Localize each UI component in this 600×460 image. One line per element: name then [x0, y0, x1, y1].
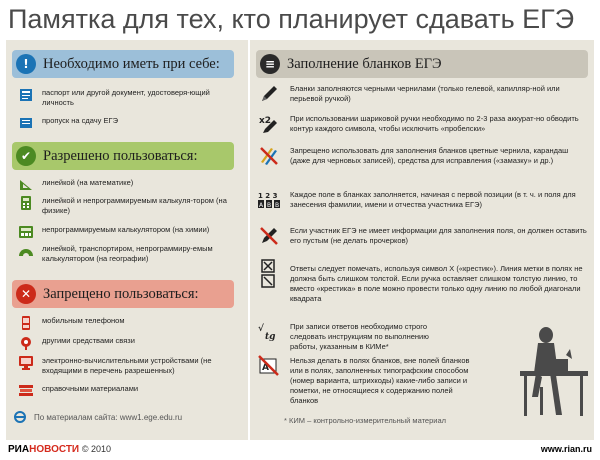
svg-text:B: B: [267, 202, 272, 209]
list-item: пропуск на сдачу ЕГЭ: [18, 116, 238, 130]
svg-text:A: A: [262, 363, 269, 373]
copyright: © 2010: [81, 444, 112, 454]
list-item: Запрещено использовать для заполнения бланков цветные чернила, карандаш (даже для черновых записей), средства для исправления («замазку» и др.): [258, 146, 588, 166]
pass-icon: [18, 116, 34, 130]
svg-text:tg: tg: [265, 332, 276, 342]
no-scribble-icon: [258, 356, 280, 376]
list-item: другими средствами связи: [18, 336, 238, 350]
list-item: линейкой и непрограммируемым калькуля-тором (на физике): [18, 196, 238, 216]
left-panel: [6, 40, 248, 440]
page-title: Памятка для тех, кто планирует сдавать ЕГЭ: [8, 4, 575, 34]
formula-icon: [258, 322, 280, 342]
pencils-icon: [258, 146, 280, 166]
list-item: x2 При использовании шариковой ручки необходимо по 2-3 раза аккурат-но обводить контур каждого символа, чтобы исключить «пробелски»: [259, 114, 579, 133]
calculator-icon: [18, 225, 34, 239]
list-item: справочными материалами: [18, 384, 238, 398]
forms-heading-label: Заполнение бланков ЕГЭ: [287, 55, 442, 72]
list-item: паспорт или другой документ, удостоверя-ющий личность: [18, 88, 238, 108]
need-heading-label: Необходимо иметь при себе:: [43, 55, 220, 72]
footnote: * КИМ – контрольно-измерительный материал: [284, 416, 447, 425]
allowed-heading-label: Разрешено пользоваться:: [43, 147, 198, 164]
list-item: A Нельзя делать в полях бланков, вне полей бланков или в полях, заполненных типографским способом (номер варианта, штрихкоды) какие-либо записи и пометки, не относящиеся к содержанию полей бланков: [258, 356, 472, 406]
protractor-icon: [18, 244, 34, 258]
books-icon: [18, 384, 34, 398]
list-item: Бланки заполняются черными чернилами (только гелевой, капилляр-ной или перьевой ручкой): [258, 84, 588, 104]
brand-logo: РИАНОВОСТИ © 2010: [8, 444, 112, 455]
calculator-icon: [18, 196, 34, 210]
forms-heading: [256, 50, 588, 78]
no-write-icon: [258, 226, 280, 246]
svg-text:x2: x2: [259, 116, 272, 126]
cross-icon: ✕: [16, 284, 36, 304]
student-illustration: [510, 325, 590, 425]
checkmark-icon: ✔: [16, 146, 36, 166]
site-link[interactable]: www.rian.ru: [540, 444, 592, 454]
internet-explorer-icon: [12, 410, 28, 424]
x2-icon: [258, 114, 280, 134]
list-item: Если участник ЕГЭ не имеет информации для заполнения поля, он должен оставить его пустым (не делать прочерков): [258, 226, 588, 246]
list-item: 1 2 3 A B B Каждое поле в бланках заполняется, начиная с первой позиции (в т. ч. и поля для занесения фамилии, имени и отчества участника ЕГЭ): [258, 190, 576, 209]
list-item: мобильным телефоном: [18, 316, 238, 330]
exclamation-icon: !: [16, 54, 36, 74]
list-icon: ≡: [260, 54, 280, 74]
source-label: По материалам сайта:: [34, 412, 118, 422]
list-item: непрограммируемым калькулятором (на химии): [18, 225, 238, 239]
allowed-heading: [12, 142, 234, 170]
list-item: Ответы следует помечать, используя символ Х («крестик»). Линия метки в полях не должна быть слишком толстой. Если ручка оставляет слишком толстую линию, то вместо «крестика» в поле можно провести только одну линию по любой диагонали квадрата: [258, 264, 588, 304]
list-item: √ tg При записи ответов необходимо строго следовать инструкциям по выполнению работы, указанным в КИМе*: [258, 322, 429, 351]
pen-icon: [258, 84, 280, 104]
svg-text:A: A: [259, 202, 264, 209]
svg-text:1 2 3: 1 2 3: [258, 192, 278, 200]
list-item: линейкой (на математике): [18, 178, 238, 192]
need-heading: [12, 50, 234, 78]
list-item: электронно-вычислительными устройствами (не входящими в перечень разрешенных): [18, 356, 238, 376]
checkbox-x-icon: [258, 264, 280, 284]
svg-text:√: √: [258, 324, 264, 334]
right-panel: [250, 40, 594, 440]
source-note: [12, 410, 182, 424]
source-link[interactable]: www1.ege.edu.ru: [119, 412, 183, 422]
svg-text:B: B: [275, 202, 280, 209]
forbidden-heading-label: Запрещено пользоваться:: [43, 285, 199, 302]
footer: [0, 440, 600, 460]
ruler-icon: [18, 178, 34, 192]
passport-icon: [18, 88, 34, 102]
forbidden-heading: [12, 280, 234, 308]
phone-icon: [18, 316, 34, 330]
cells-icon: [258, 190, 280, 210]
communication-icon: [18, 336, 34, 350]
list-item: линейкой, транспортиром, непрограммиру-емым калькулятором (на географии): [18, 244, 238, 264]
computer-icon: [18, 356, 34, 370]
